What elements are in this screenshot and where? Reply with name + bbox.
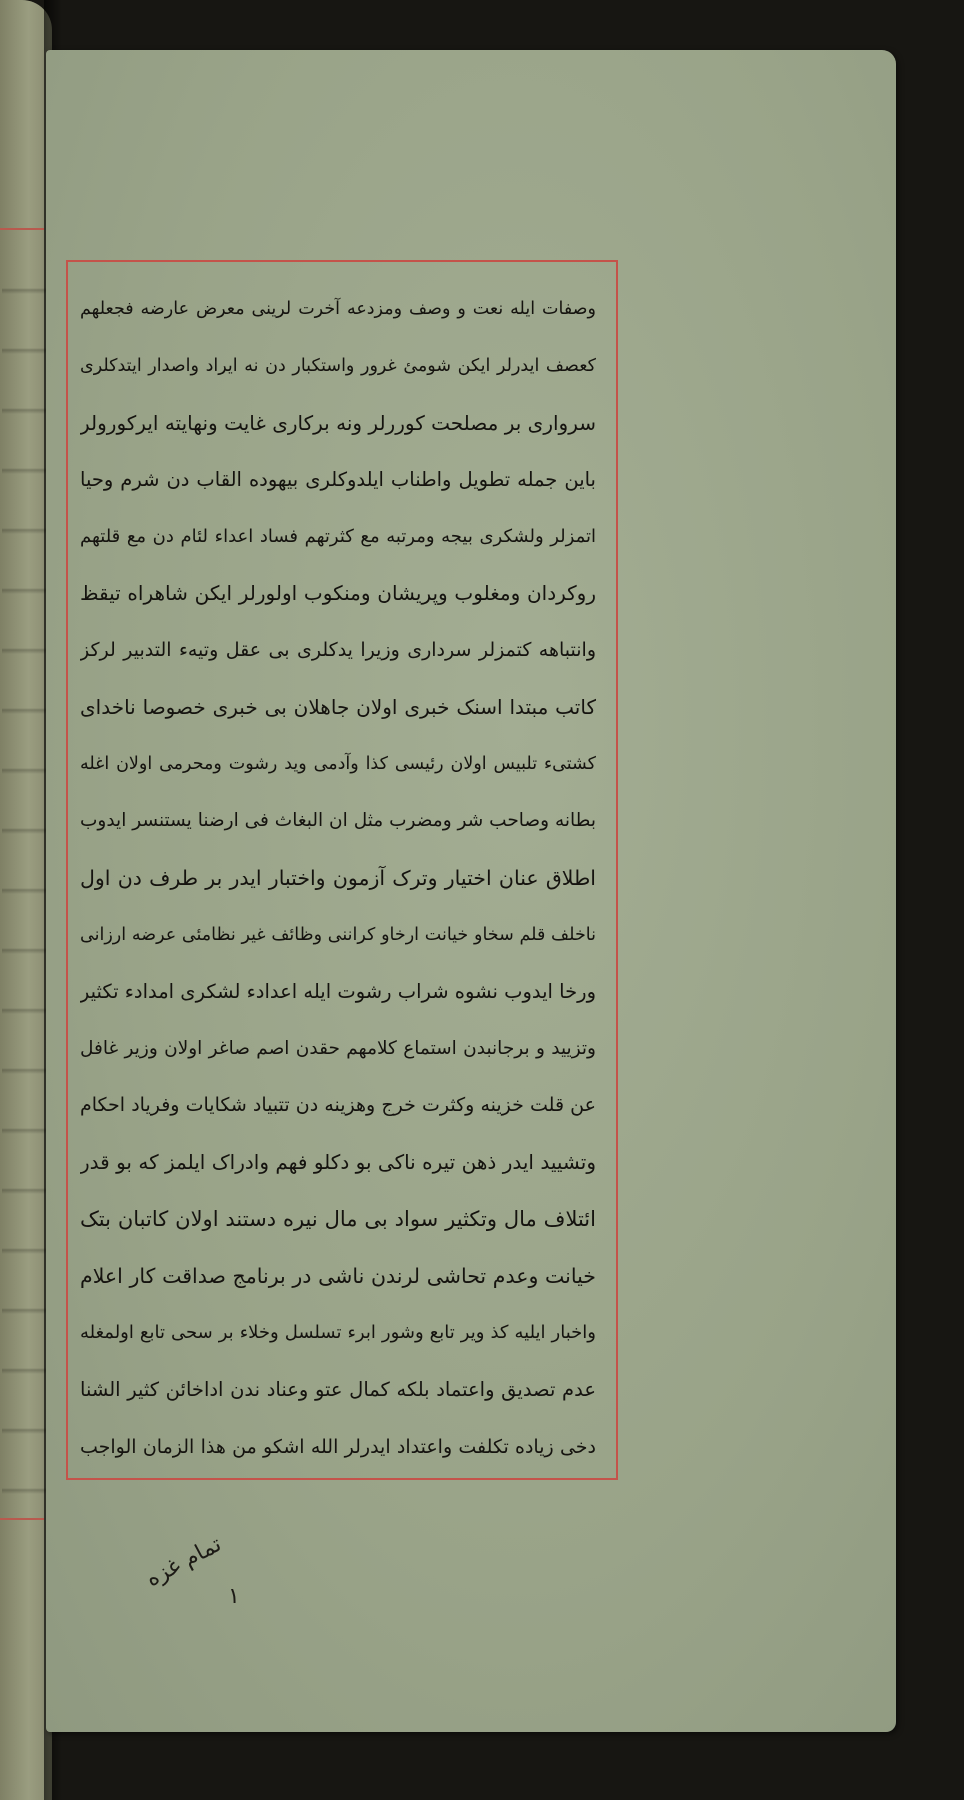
text-line: عدم تصدیق واعتماد بلکه کمال عتو وعناد ندن اداخائن کثیر الشنا (80, 1377, 596, 1401)
text-line: خیانت وعدم تحاشی لرندن ناشی در برنامج صداقت کار اعلام (80, 1264, 596, 1289)
manuscript-page (46, 50, 896, 1732)
text-line: عن قلت خزینه وکثرت خرج وهزینه دن تتبیاد شکایات وفریاد احکام (80, 1094, 596, 1117)
folio-note: تمام غزه (142, 1531, 226, 1593)
text-line: ناخلف قلم سخاو خیانت ارخاو کراننی وظائف غیر نظامئی عرضه ارزانی (80, 924, 596, 945)
text-line: وانتباهه کتمزلر سرداری وزیرا یدکلری بی عقل وتیهء التدبیر لرکز (80, 639, 596, 662)
text-block-frame (66, 260, 618, 1480)
text-line: واخبار ایلیه کذ ویر تابع وشور ابرء تسلسل وخلاء بر سحی تابع اولمغله (80, 1322, 596, 1344)
text-line: وصفات ایله نعت و وصف ومزدعه آخرت لرینی معرض عارضه فجعلهم (80, 299, 596, 319)
text-line: اتمزلر ولشکری بیجه ومرتبه مع کثرتهم فساد اعداء لئام دن مع قلتهم (80, 525, 596, 547)
text-line: بطانه وصاحب شر ومضرب مثل ان البغاث فی ارضنا یستنسر ایدوب (80, 810, 596, 832)
text-line: کعصف ایدرلر ایکن شومئ غرور واستکبار دن نه ایراد واصدار ایتدکلری (80, 355, 596, 376)
facing-page-text-bleed (2, 260, 48, 1500)
facing-page-rule-bottom (0, 1518, 44, 1520)
text-line: سرواری بر مصلحت کوررلر ونه برکاری غایت ونهایته ایرکورولر (80, 410, 596, 435)
text-line: کشتیء تلبیس اولان رئیسی کذا وآدمی وید رشوت ومحرمی اولان اغله (80, 754, 596, 775)
text-line: وتشیید ایدر ذهن تیره ناکی بو دکلو فهم وادراک ایلمز که بو قدر (80, 1150, 596, 1175)
text-line: وتزیید و برجانبدن استماع کلامهم حقدن اصم صاغر اولان وزیر غافل (80, 1037, 596, 1059)
text-line: ائتلاف مال وتکثیر سواد بی مال نیره دستند اولان کاتبان بتک (80, 1207, 596, 1232)
text-line: ورخا ایدوب نشوه شراب رشوت ایله اعدادء لشکری امدادء تکثیر (80, 979, 596, 1003)
text-line: اطلاق عنان اختیار وترک آزمون واختبار ایدر بر طرف دن اول (80, 865, 596, 890)
text-line: کاتب مبتدا اسنک خبری اولان جاهلان بی خبری خصوصا ناخدای (80, 695, 596, 720)
text-line: باین جمله تطویل واطناب ایلدوکلری بیهوده القاب دن شرم وحیا (80, 467, 596, 491)
text-line: روکردان ومغلوب وپریشان ومنکوب اولورلر ایکن شاهراه تیقظ (80, 581, 596, 606)
text-line: دخی زیاده تکلفت واعتداد ایدرلر الله اشکو من هذا الزمان الواجب (80, 1435, 596, 1458)
facing-page-rule-top (0, 228, 44, 230)
text-lines (80, 294, 596, 1462)
folio-number: ١ (228, 1584, 240, 1609)
